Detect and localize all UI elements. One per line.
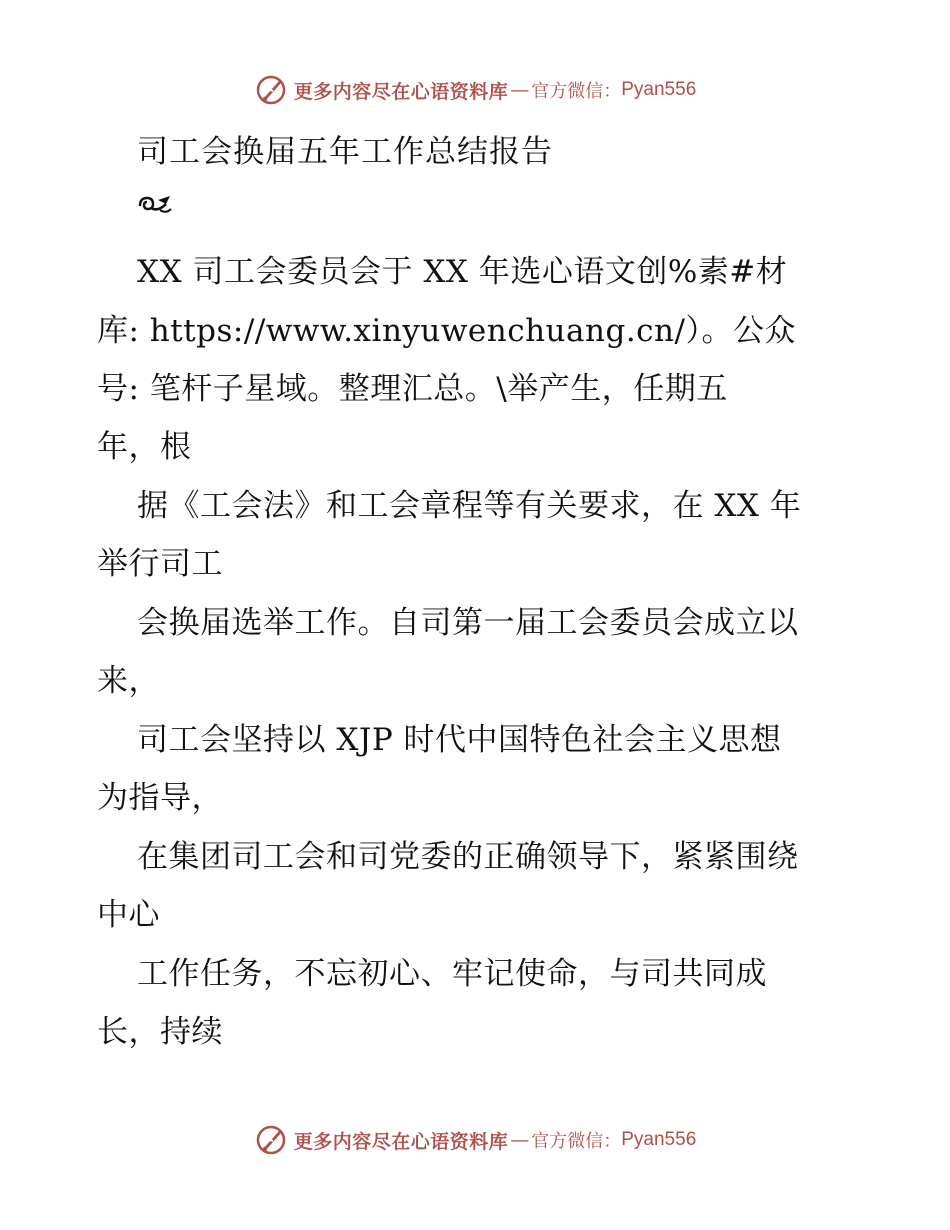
- footer-wechat-id: Pyan556: [621, 1129, 697, 1150]
- footer-separator: —: [510, 1129, 530, 1151]
- body-line-2: 库: https://www.xinyuwenchuang.cn/）。公众: [97, 313, 796, 349]
- header-brand-text: 更多内容尽在心语资料库: [293, 80, 509, 103]
- header-wechat-label: 官方微信：: [531, 81, 622, 102]
- header-wechat-id: Pyan556: [621, 79, 697, 100]
- document-title: 司工会换届五年工作总结报告: [137, 134, 553, 170]
- body-line-3: 号: 笔杆子星域。整理汇总。\举产生，任期五: [97, 371, 728, 407]
- body-line-13: 工作任务，不忘初心、牢记使命，与司共同成: [137, 956, 767, 992]
- quill-logo-icon: [254, 1123, 288, 1157]
- body-line-9: 司工会坚持以 XJP 时代中国特色社会主义思想: [137, 722, 782, 758]
- body-line-12: 中心: [97, 897, 160, 933]
- body-line-14: 长，持续: [97, 1014, 223, 1050]
- body-line-6: 举行司工: [97, 546, 223, 582]
- body-line-5: 据《工会法》和工会章程等有关要求，在 XX 年: [137, 488, 802, 524]
- header-banner: [0, 70, 950, 110]
- body-line-7: 会换届选举工作。自司第一届工会委员会成立以: [137, 605, 799, 641]
- body-line-10: 为指导，: [97, 780, 223, 816]
- body-line-1: XX 司工会委员会于 XX 年选心语文创%素#材: [137, 254, 788, 290]
- footer-wechat-label: 官方微信：: [531, 1131, 622, 1152]
- body-line-11: 在集团司工会和司党委的正确领导下，紧紧围绕: [137, 839, 799, 875]
- footer-brand-text: 更多内容尽在心语资料库: [293, 1130, 509, 1153]
- body-line-4: 年，根: [97, 429, 192, 465]
- ornament-icon: [136, 192, 174, 218]
- footer-banner: [0, 1120, 950, 1160]
- header-separator: —: [510, 79, 530, 101]
- body-line-8: 来，: [97, 663, 160, 699]
- quill-logo-icon: [254, 73, 288, 107]
